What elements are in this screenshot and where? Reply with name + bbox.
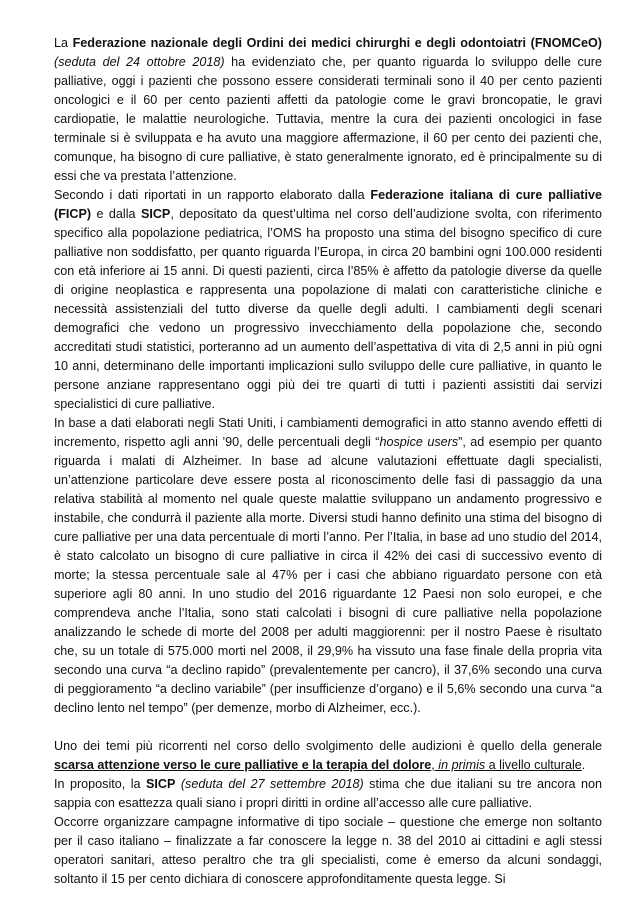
sicp-name-2: SICP <box>145 777 176 791</box>
paragraph-stati-uniti: In base a dati elaborati negli Stati Uniti, i cambiamenti demografici in atto stanno avendo effetti di incremento, rispetto agli anni ’90, delle percentuali degli “hospice users”, ad esempio per quanto riguarda i malati di Alzheimer. In base ad alcune valutazioni effettuate dagli specialisti, un’attenzione particolare deve essere posta al riconoscimento delle fasi di passaggio da una relativa stabilità al momento nel quale queste malattie sviluppano un andamento progressivo e instabile, che condurrà il paziente alla morte. Diversi studi hanno definito una stima del bisogno di cure palliative per una data percentuale di morti l’anno. Per l’Italia, in base ad uno studio del 2014, è stato calcolato un bisogno di cure palliative in circa il 42% dei casi di successivo evento di morte; la stessa percentuale sale al 47% per i casi che abbiano riguardato persone con età superiore agli 80 anni. In uno studio del 2016 riguardante 12 Paesi non solo europei, e che comprendeva anche l’Italia, sono stati calcolati i bisogni di cure palliative nella popolazione analizzando le schede di morte del 2008 per adulti maggiorenni: per il nostro Paese è risultato che, su un totale di 575.000 morti nel 2008, il 29,9% ha vissuto una fase finale della propria vita secondo una curva “a declino rapido” (prevalentemente per cancro), il 37,6% secondo una curva di peggioramento “a declino variabile” (per insufficienze d’organo) e il 5,6% secondo una curva “a declino lento nel tempo” (per demenze, morbo di Alzheimer, ecc.). <box>54 416 603 715</box>
fnomceo-session-date: (seduta del 24 ottobre 2018) <box>54 55 225 69</box>
fnomceo-name: Federazione nazionale degli Ordini dei medici chirurghi e degli odontoiatri (FNOMCeO) <box>72 36 603 50</box>
in-primis-term: in primis <box>438 758 486 772</box>
paragraph-campagne-informative: Occorre organizzare campagne informative di tipo sociale – questione che emerge non soltanto per il caso italiano – finalizzate a far conoscere la legge n. 38 del 2010 ai cittadini e agli stessi operatori sanitari, atteso peraltro che tra gli specialisti, come è emerso da alcuni sondaggi, soltanto il 15 per cento dichiara di conoscere approfonditamente questa legge. Si <box>54 815 602 886</box>
hospice-users-term: hospice users <box>379 435 459 449</box>
paragraph-sicp-stima: In proposito, la SICP (seduta del 27 settembre 2018) stima che due italiani su tre ancora non sappia con esattezza quali siano i propri diritti in ordine all’accesso alle cure palliative. <box>54 777 602 810</box>
paragraph-scarsa-attenzione: Uno dei temi più ricorrenti nel corso dello svolgimento delle audizioni è quello della generale scarsa attenzione verso le cure palliative e la terapia del dolore, in primis a livello culturale. <box>54 739 602 772</box>
paragraph-ficp-sicp: Secondo i dati riportati in un rapporto elaborato dalla Federazione italiana di cure palliative (FICP) e dalla SICP, depositato da quest’ultima nel corso dell’audizione svolta, con riferimento specifico alla popolazione pediatrica, l’OMS ha proposto una stima del bisogno specifico di cure palliative non soddisfatto, per quanto riguarda l’Europa, in circa 20 bambini ogni 100.000 residenti con età inferiore ai 15 anni. Di questi pazienti, circa l’85% è affetto da patologie diverse da quelle di origine neoplastica e rappresenta una popolazione di malati con caratteristiche cliniche e necessità assistenziali del tutto diverse da quelle degli adulti. I cambiamenti degli scenari demografici che vedono un progressivo invecchiamento della popolazione che, secondo accreditati studi statistici, porteranno ad un aumento dell’aspettativa di vita di 2,5 anni in più ogni 10 anni, determinano delle importanti implicazioni sullo sviluppo delle cure palliative, in quanto le persone anziane rappresentano oggi più dei tre quarti di tutti i pazienti assistiti dai servizi specialistici di cure palliative. <box>54 188 602 411</box>
scarsa-attenzione-phrase: scarsa attenzione verso le cure palliative e la terapia del dolore <box>54 758 432 772</box>
sicp-name: SICP <box>140 207 171 221</box>
ficp-name: Federazione italiana di cure palliative (FICP) <box>54 188 602 221</box>
paragraph-gap <box>54 718 602 737</box>
document-page <box>54 34 602 889</box>
sicp-session-date: (seduta del 27 settembre 2018) <box>180 777 364 791</box>
paragraph-fnomceo: La Federazione nazionale degli Ordini dei medici chirurghi e degli odontoiatri (FNOMCeO) (seduta del 24 ottobre 2018) ha evidenziato che, per quanto riguarda lo sviluppo delle cure palliative, oggi i pazienti che possono essere considerati terminali sono il 40 per cento pazienti oncologici e il 60 per cento pazienti affetti da patologie come le gravi broncopatie, le gravi cardiopatie, le malattie neurologiche. Tuttavia, mentre la cura dei pazienti oncologici in fase terminale si è sviluppata e ha avuto una maggiore affermazione, il 60 per cento dei pazienti che, comunque, ha bisogno di cure palliative, è stato generalmente ignorato, ed è principalmente su di essi che va prestata l’attenzione. <box>54 36 603 183</box>
